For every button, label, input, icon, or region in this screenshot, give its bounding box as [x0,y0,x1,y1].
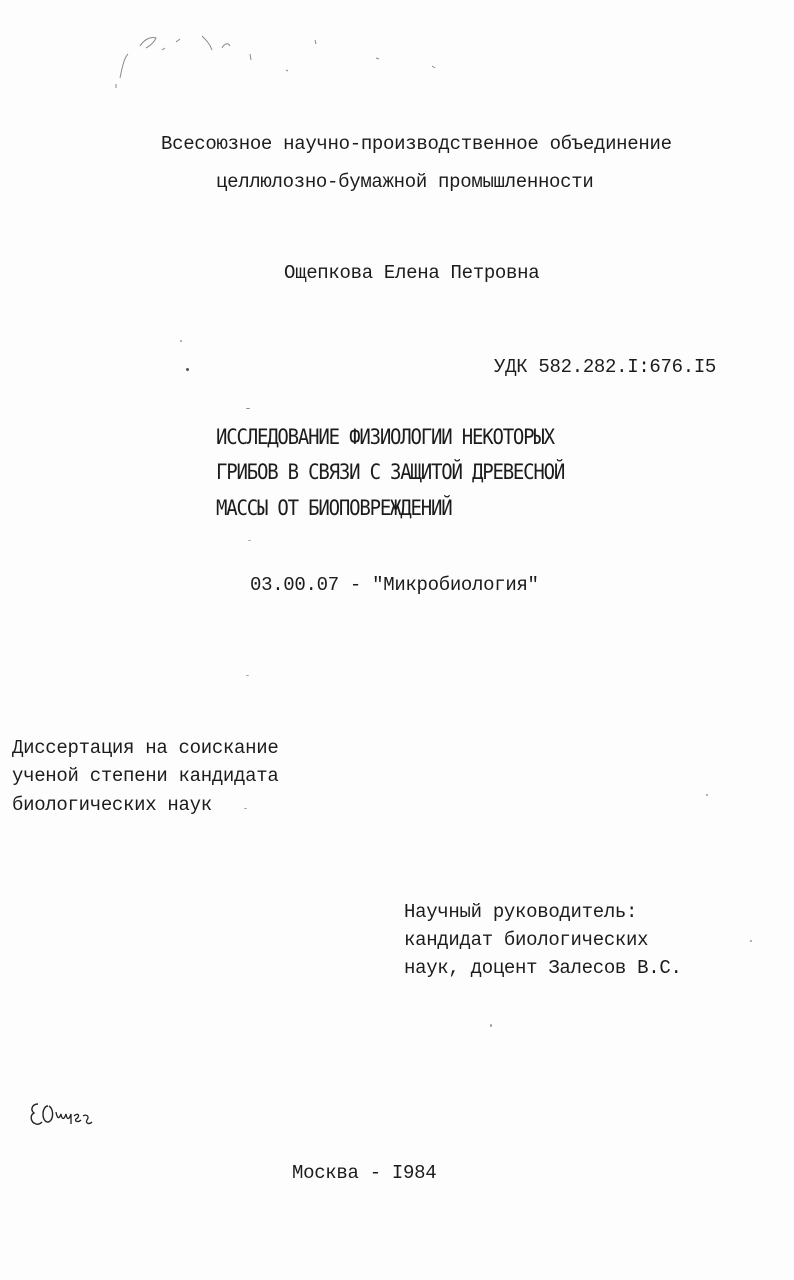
paper-speck [750,940,752,942]
paper-speck [186,368,189,371]
paper-speck [706,794,708,796]
paper-speck [248,540,251,541]
author-name: Ощепкова Елена Петровна [284,262,540,284]
paper-speck [490,1024,492,1027]
title-line-3: МАССЫ ОТ БИОПОВРЕЖДЕНИЙ [216,495,452,521]
supervisor-line-1: Научный руководитель: [404,901,638,923]
supervisor-line-3: наук, доцент Залесов В.С. [404,957,682,979]
dissertation-line-3: биологических наук [12,794,212,816]
paper-speck [244,808,247,809]
title-line-2: ГРИБОВ В СВЯЗИ С ЗАЩИТОЙ ДРЕВЕСНОЙ [216,459,565,485]
dissertation-line-2: ученой степени кандидата [12,765,279,787]
paper-speck [246,675,249,676]
title-line-1: ИССЛЕДОВАНИЕ ФИЗИОЛОГИИ НЕКОТОРЫХ [216,424,554,450]
paper-speck [180,340,182,342]
handwritten-signature [28,1098,98,1134]
supervisor-line-2: кандидат биологических [404,929,649,951]
dissertation-line-1: Диссертация на соискание [12,737,279,759]
paper-speck [246,408,250,409]
organization-line-2: целлюлозно-бумажной промышленности [216,171,594,193]
specialty-code: 03.00.07 - "Микробиология" [250,574,539,596]
pencil-scribble-mark [110,28,470,88]
udc-code: УДК 582.282.I:676.I5 [494,356,717,378]
organization-line-1: Всесоюзное научно-производственное объединение [161,133,672,155]
place-and-year: Москва - I984 [292,1162,437,1184]
